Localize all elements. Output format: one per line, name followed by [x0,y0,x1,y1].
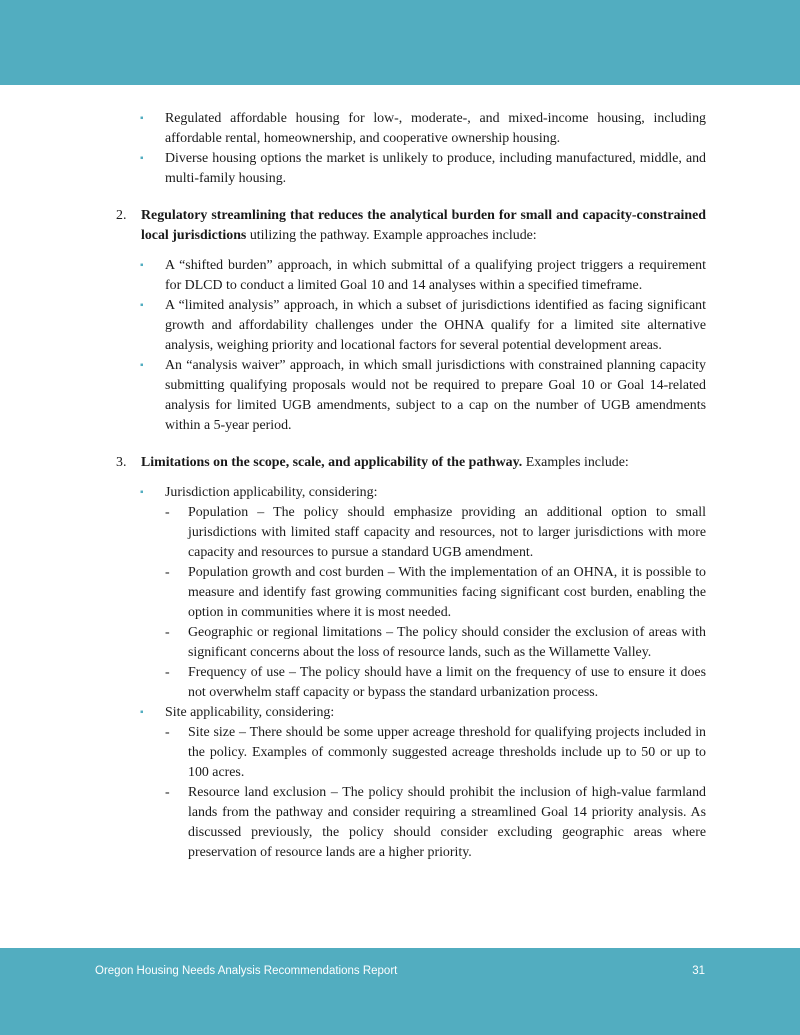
sub-item: - Population – The policy should emphasize providing an additional option to small jurisdictions with limited staff capacity and resources, not to larger jurisdictions with more capacity and resources to pursue a standard UGB amendment. [165,505,706,560]
section-bold-lead: Limitations on the scope, scale, and applicability of the pathway. [141,455,523,470]
section-number: 3. [116,455,127,470]
list-item: ▪ A “limited analysis” approach, in which a subset of jurisdictions identified as facing significant growth and affordability challenges under the OHNA qualify for a limited site alternative analysis, weighing priority and locational factors for several potential development areas. [140,298,706,353]
sub-item: - Geographic or regional limitations – The policy should consider the exclusion of areas with significant concerns about the loss of resource lands, such as the Willamette Valley. [165,625,706,660]
section-2-bullet-list [0,256,800,436]
section-bold-lead: Regulatory streamlining that reduces the analytical burden for small and capacity-constrained local jurisdictions [141,208,706,243]
bullet-icon: ▪ [140,113,144,124]
sub-item: - Site size – There should be some upper acreage threshold for qualifying projects included in the policy. Examples of commonly suggested acreage thresholds include up to 50 or up to 100 acres. [165,725,706,780]
sub-item: - Frequency of use – The policy should have a limit on the frequency of use to ensure it does not overwhelm staff capacity or bypass the standard urbanization process. [165,665,706,700]
bullet-icon: ▪ [140,153,144,164]
list-item: ▪ Diverse housing options the market is unlikely to produce, including manufactured, middle, and multi-family housing. [140,151,706,186]
footer [0,948,800,1035]
section-3-bullet-list [0,483,800,503]
list-item: ▪ An “analysis waiver” approach, in which small jurisdictions with constrained planning capacity submitting qualifying proposals would not be required to prepare Goal 10 or Goal 14-related analysis for limited UGB amendments, subject to a cap on the number of UGB amendments within a 5-year period. [140,358,706,433]
bullet-icon: ▪ [140,260,144,271]
section-3-heading [0,453,800,473]
section-3-site-list [0,703,800,723]
header-band [0,0,800,85]
footer-title: Oregon Housing Needs Analysis Recommendations Report [95,965,398,977]
list-item: ▪ Site applicability, considering: [0,703,800,723]
bullet-icon: ▪ [140,707,144,718]
section-lead-rest: Examples include: [522,455,629,470]
section-lead-rest: utilizing the pathway. Example approaches include: [246,228,537,243]
sub-item: - Resource land exclusion – The policy should prohibit the inclusion of high-value farmland lands from the pathway and consider requiring a streamlined Goal 14 priority analysis. As discussed previously, the policy should consider excluding geographic areas where preservation of resource lands are a higher priority. [165,785,706,860]
list-item: ▪ Regulated affordable housing for low-, moderate-, and mixed-income housing, including affordable rental, homeownership, and cooperative ownership housing. [140,111,706,146]
bullet-icon: ▪ [140,487,144,498]
bullet-icon: ▪ [140,300,144,311]
top-bullet-list [0,109,800,189]
sub-item: - Population growth and cost burden – With the implementation of an OHNA, it is possible to measure and identify fast growing communities facing significant cost burden, enabling the option in communities where it is most needed. [165,565,706,620]
document-body [0,109,800,863]
section-number: 2. [116,208,127,223]
page-number: 31 [692,965,705,977]
list-item: ▪ Jurisdiction applicability, considering: [0,483,800,503]
section-2-heading [0,206,800,246]
bullet-icon: ▪ [140,360,144,371]
list-item: ▪ A “shifted burden” approach, in which submittal of a qualifying project triggers a requirement for DLCD to conduct a limited Goal 10 and 14 analyses within a specified timeframe. [140,258,706,293]
